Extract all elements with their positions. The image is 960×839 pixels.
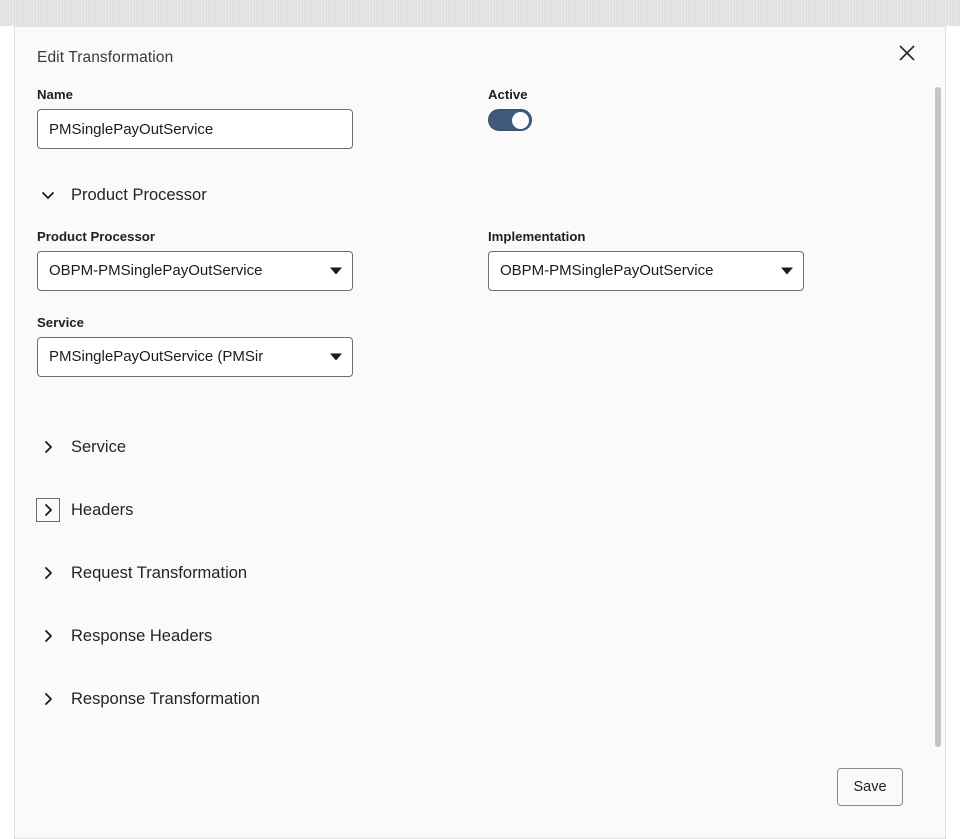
save-button[interactable]: Save: [837, 768, 903, 806]
implementation-select[interactable]: [488, 251, 804, 291]
section-request-transformation[interactable]: [37, 562, 247, 584]
active-label: Active: [488, 87, 528, 102]
service-label: Service: [37, 315, 84, 330]
name-field-group: [37, 87, 353, 149]
section-headers[interactable]: [37, 499, 133, 521]
section-label: Request Transformation: [71, 563, 248, 582]
dialog-content: [15, 27, 931, 838]
chevron-right-icon: [37, 625, 59, 647]
product-processor-value[interactable]: OBPM-PMSinglePayOutService: [37, 251, 353, 291]
section-response-headers[interactable]: [37, 625, 212, 647]
toggle-knob: [512, 112, 529, 129]
active-field-group: [488, 87, 532, 131]
section-label: Response Headers: [71, 626, 213, 645]
section-service[interactable]: [37, 436, 126, 458]
section-label: Response Transformation: [71, 689, 260, 708]
section-label: Service: [71, 437, 127, 456]
close-icon[interactable]: [893, 39, 921, 67]
section-product-processor[interactable]: [37, 184, 207, 206]
scrollbar-thumb[interactable]: [935, 87, 941, 747]
section-label: Product Processor: [71, 185, 207, 204]
name-label: Name: [37, 87, 73, 102]
service-value[interactable]: PMSinglePayOutService (PMSir: [37, 337, 353, 377]
service-field-group: [37, 315, 353, 377]
active-toggle[interactable]: [488, 109, 532, 131]
chevron-right-icon: [37, 688, 59, 710]
chevron-right-icon: [37, 436, 59, 458]
implementation-field-group: [488, 229, 804, 291]
implementation-value[interactable]: OBPM-PMSinglePayOutService: [488, 251, 804, 291]
chevron-right-icon: [37, 499, 59, 521]
section-response-transformation[interactable]: [37, 688, 260, 710]
product-processor-field-group: [37, 229, 353, 291]
section-label: Headers: [71, 500, 134, 519]
product-processor-select[interactable]: [37, 251, 353, 291]
edit-transformation-dialog: [14, 26, 946, 839]
name-input[interactable]: [37, 109, 353, 149]
service-select[interactable]: [37, 337, 353, 377]
page-background: [0, 0, 960, 26]
dialog-title: Edit Transformation: [37, 49, 174, 66]
implementation-label: Implementation: [488, 229, 586, 244]
dialog-scrollbar[interactable]: [933, 29, 943, 836]
chevron-right-icon: [37, 562, 59, 584]
product-processor-label: Product Processor: [37, 229, 155, 244]
chevron-down-icon: [37, 184, 59, 206]
